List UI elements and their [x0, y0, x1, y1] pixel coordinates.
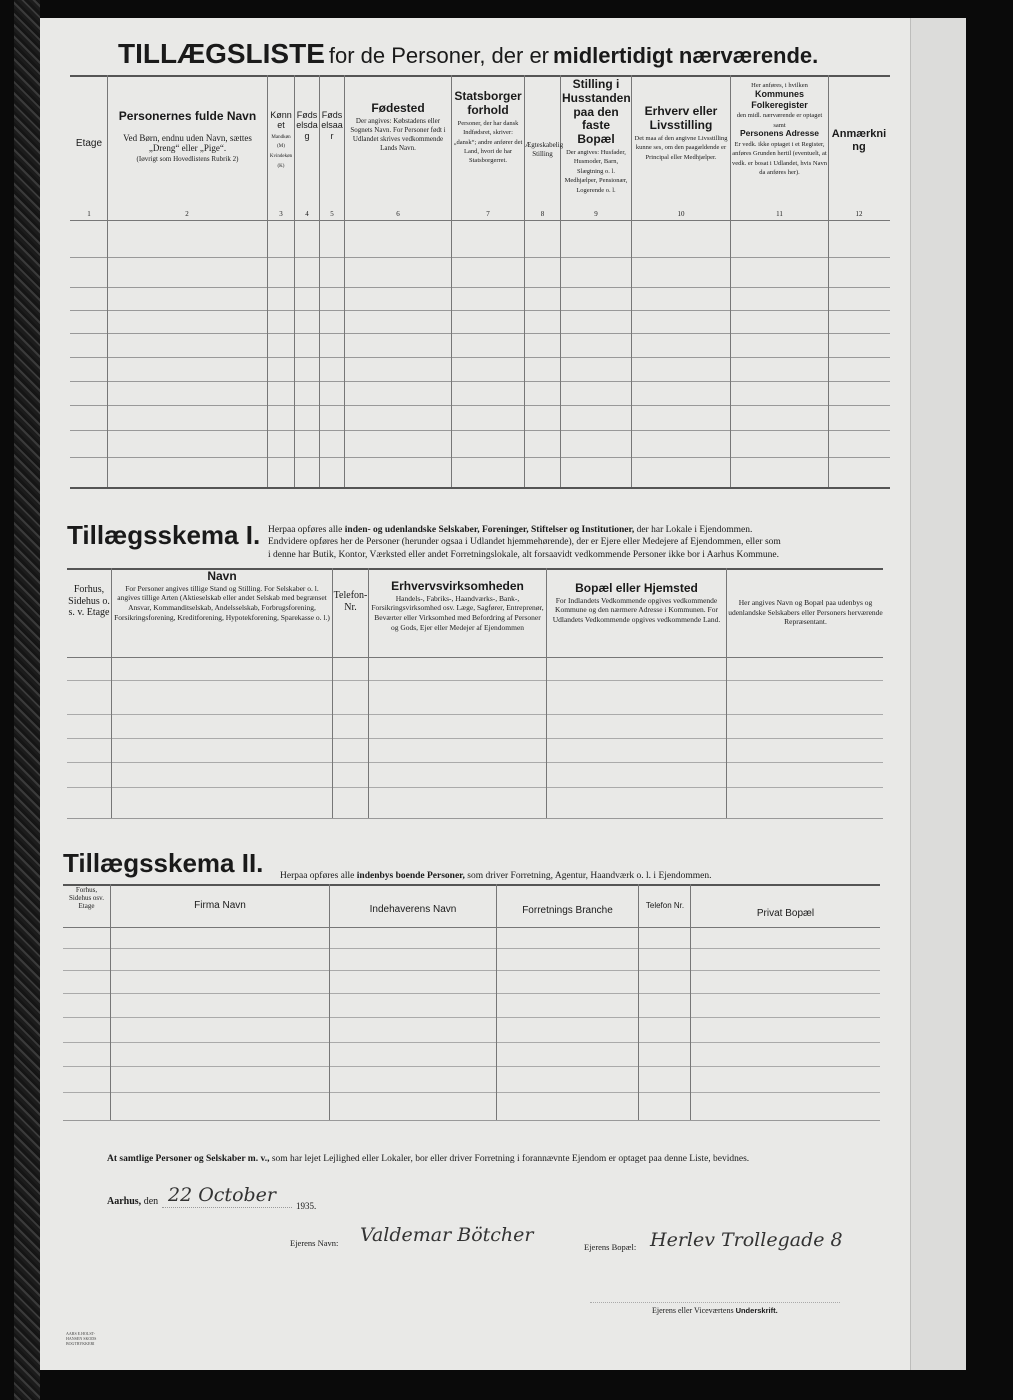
handwritten-owner-address: Herlev Trollegade 8 [650, 1229, 843, 1251]
t1-num-3: 3 [279, 210, 283, 218]
s1-col-etage: Forhus, Sidehus o. s. v. Etage [68, 584, 110, 618]
title-mid: for de Personer, der er [328, 43, 550, 68]
t1-num-4: 4 [305, 210, 309, 218]
s2-col-bopael: Privat Bopæl [756, 908, 815, 919]
owner-address-label: Ejerens Bopæl: [584, 1242, 637, 1252]
t1-num-5: 5 [330, 210, 334, 218]
t1-num-1: 1 [87, 210, 91, 218]
certification-statement: At samtlige Personer og Selskaber m. v., som har lejet Lejlighed eller Lokaler, bor eller driver Forretning i forannævnte Ejendom er optaget paa denne Liste, bevidnes. [107, 1154, 750, 1164]
handwritten-owner-name: Valdemar Bötcher [360, 1224, 534, 1246]
t1-col-stilling: Stilling i Husstanden paa den faste Bopæl Der angives: Husfader, Husmoder, Barn, Slægtning o. l. Medhjælper, Pensionær, Logerende o. l. [562, 77, 631, 194]
title-main: TILLÆGSLISTE [118, 38, 325, 69]
adjacent-page-edge [910, 18, 966, 1370]
s2-col-etage: Forhus, Sidehus osv. Etage [69, 886, 104, 911]
s1-col-telefon: Telefon-Nr. [333, 590, 368, 613]
s1-col-navn: Navn For Personer angives tillige Stand og Stilling. For Selskaber o. l. angives tillige Arten (Aktieselskab eller andet Selskab med begrænset Ansvar, Kommanditselskab, Andelsselskab, Forbrugsforening, Forsikringsforening, Kreditforening, Hypotekforening, Sparekasse o. l.) [114, 569, 330, 622]
t1-col-aegteskab: Ægteskabelig Stilling [525, 141, 564, 159]
signature-label: Ejerens eller Viceværtens Underskrift. [652, 1306, 778, 1315]
skema2-description: Herpaa opføres alle indenbys boende Personer, som driver Forretning, Agentur, Haandværk o. l. i Ejendommen. [280, 871, 712, 881]
t1-num-11: 11 [776, 210, 783, 218]
skema1-title: Tillægsskema I. [67, 520, 261, 550]
owner-name-label: Ejerens Navn: [290, 1238, 339, 1248]
s2-col-firma: Firma Navn [194, 900, 246, 911]
t1-num-6: 6 [396, 210, 400, 218]
t1-col-foedselsaar: Fødselsaar [321, 110, 343, 141]
t1-col-etage: Etage [75, 138, 103, 149]
t1-col-foedselsdag: Fødselsdag [296, 110, 318, 141]
s2-col-indehaver: Indehaverens Navn [369, 904, 457, 915]
t1-num-10: 10 [677, 210, 685, 218]
printer-imprint: AARS E.HOLST-HANSEN SKODS BOGTRYKKERI [66, 1331, 97, 1346]
year: 1935. [296, 1201, 317, 1211]
handwritten-date: 22 October [168, 1184, 276, 1206]
book-binding [14, 0, 40, 1400]
t1-num-8: 8 [540, 210, 545, 218]
s1-col-repraesentant: Her angives Navn og Bopæl paa udenbys og udenlandske Selskabers eller Personers herværende Repræsentant. [728, 598, 883, 627]
date-line: Aarhus, den [107, 1196, 159, 1207]
skema1-description: Herpaa opføres alle inden- og udenlandske Selskaber, Foreninger, Stiftelser og Institutioner, der har Lokale i Ejendommen. Endvidere opføres her de Personer (herunder ogsaa i Udlandet hjemmehørende), der er Ejere eller Medejere af Ejendommen, eller som i denne har Butik, Kontor, Værksted eller andet Forretningslokale, alt forsaavidt vedkommende Personer ikke bor i Aarhus Kommune. [268, 525, 781, 560]
t1-num-2: 2 [185, 210, 189, 218]
s2-col-branche: Forretnings Branche [522, 905, 613, 916]
t1-col-erhverv: Erhverv eller Livsstilling Det maa af den angivne Livsstilling kunne ses, om den paagældende er Principal eller Medhjælper. [634, 104, 728, 161]
t1-col-navn: Personernes fulde Navn Ved Børn, endnu uden Navn, sættes „Dreng“ eller „Pige“. (Iøvrigt som Hovedlistens Rubrik 2) [118, 109, 257, 163]
skema2-title: Tillægsskema II. [63, 848, 264, 878]
t1-num-9: 9 [594, 210, 598, 218]
t1-col-folkeregister: Her anføres, i hvilken Kommunes Folkeregister den midl. nærværende er optaget samt Personens Adresse Er vedk. ikke optaget i et Register, anføres Grunden hertil (eventuelt, at vedk. er bosat i Udlandet, hvis Navn da anføres her). [732, 82, 827, 177]
t1-col-anmaerkning: Anmærkning [831, 128, 887, 153]
page-title [118, 38, 818, 70]
s2-col-telefon: Telefon Nr. [645, 901, 685, 910]
s1-col-erhverv: Erhvervsvirksomheden Handels-, Fabriks-, Haandværks-, Bank-, Forsikringsvirksomhed osv. Læge, Sagfører, Entreprenør, Beværter eller Virksomhed med Befordring af Personer og Gods, Ejer eller Medejer af Ejendommen [371, 579, 544, 632]
t1-num-12: 12 [855, 210, 863, 218]
t1-col-statsborger: Statsborgerforhold Personer, der har dansk Indfødsret, skriver: „dansk“; andre anfører det Land, hvori de har Statsborgerret. [453, 89, 523, 165]
t1-col-koen: Kønnet Mandkøn (M) Kvindekøn (K) [269, 110, 293, 169]
t1-col-foedested: Fødested Der angives: Købstadens eller Sognets Navn. For Personer født i Udlandet skrives vedkommende Lands Navn. [350, 101, 446, 153]
t1-num-7: 7 [486, 210, 490, 218]
s1-col-bopael: Bopæl eller Hjemsted For Indlandets Vedkommende opgives vedkommende Kommune og den nærmere Adresse i Kommunen. For Udlandets Vedkommende opgives vedkommende Land. [552, 581, 721, 625]
title-bold: midlertidigt nærværende. [553, 43, 819, 68]
